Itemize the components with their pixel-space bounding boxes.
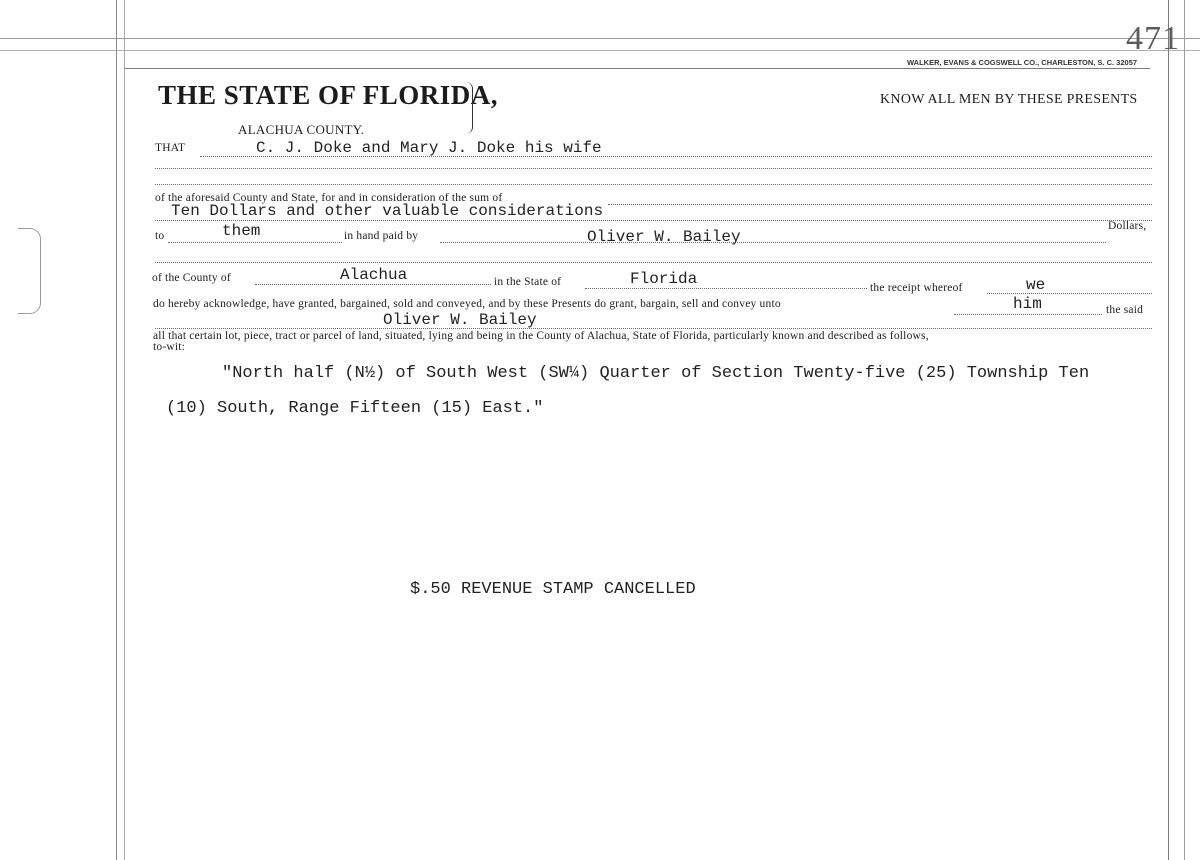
description-line-2: (10) South, Range Fifteen (15) East."	[166, 399, 544, 418]
county-name: Alachua	[340, 266, 408, 284]
county-heading: ALACHUA COUNTY.	[238, 122, 365, 137]
aforesaid-label: of the aforesaid County and State, for and in consideration of the sum of	[155, 192, 503, 204]
receipt-by: we	[1026, 276, 1046, 294]
left-margin-rule	[116, 0, 117, 860]
revenue-stamp-note: $.50 REVENUE STAMP CANCELLED	[410, 580, 696, 599]
state-fill-line	[585, 288, 867, 289]
top-rule	[0, 38, 1200, 39]
that-fill-line-2	[155, 168, 1152, 169]
county-fill-line	[255, 284, 491, 285]
to-label: to	[155, 230, 165, 242]
state-heading: THE STATE OF FLORIDA,	[158, 80, 499, 110]
all-that-label: all that certain lot, piece, tract or parcel of land, situated, lying and being in the County of Alachua, State of Florida, particularly known and described as follows,	[153, 330, 929, 342]
spacer-line-2	[155, 262, 1152, 263]
page-number: 471	[1126, 20, 1180, 57]
binder-hole-mark	[18, 228, 41, 314]
the-said-label: the said	[1106, 304, 1144, 316]
spacer-line	[155, 184, 1152, 185]
printer-imprint: WALKER, EVANS & COGSWELL CO., CHARLESTON, S. C. 32057	[907, 58, 1138, 67]
description-line-1: "North half (N½) of South West (SW¼) Quarter of Section Twenty-five (25) Township Ten	[222, 364, 1090, 383]
consideration-line	[608, 204, 1152, 205]
grantee-name: Oliver W. Bailey	[383, 311, 537, 329]
in-the-state-of-label: in the State of	[494, 276, 562, 288]
receipt-fill-line	[987, 293, 1152, 294]
consideration-text: Ten Dollars and other valuable considerations	[171, 202, 604, 220]
to-wit-label: to-wit:	[153, 341, 186, 353]
dollars-label: Dollars,	[1108, 220, 1147, 232]
grantee-fill-line	[155, 328, 1152, 329]
to-party: them	[222, 222, 261, 240]
grantors-name: C. J. Doke and Mary J. Doke his wife	[256, 139, 602, 157]
top-rule-2	[0, 50, 1200, 51]
imprint-rule	[125, 68, 1150, 69]
that-label: THAT	[155, 142, 186, 154]
state-name: Florida	[630, 270, 698, 288]
acknowledge-label: do hereby acknowledge, have granted, bargained, sold and conveyed, and by these Presents do grant, bargain, sell and convey unto	[153, 298, 781, 310]
convey-unto: him	[1013, 295, 1042, 313]
in-hand-paid-by-label: in hand paid by	[344, 230, 419, 242]
paid-by-name: Oliver W. Bailey	[587, 228, 741, 246]
to-fill-line	[168, 242, 342, 243]
convey-unto-fill-line	[954, 314, 1102, 315]
left-margin-rule-2	[124, 0, 125, 860]
heading-brace	[466, 82, 473, 134]
consideration-line-2	[155, 220, 1152, 221]
know-all-men: KNOW ALL MEN BY THESE PRESENTS	[880, 92, 1138, 107]
of-the-county-of-label: of the County of	[152, 272, 231, 284]
right-margin-rule	[1168, 0, 1169, 860]
receipt-whereof-label: the receipt whereof	[870, 282, 963, 294]
right-margin-rule-2	[1184, 0, 1185, 860]
paid-by-fill-line	[440, 242, 1106, 243]
